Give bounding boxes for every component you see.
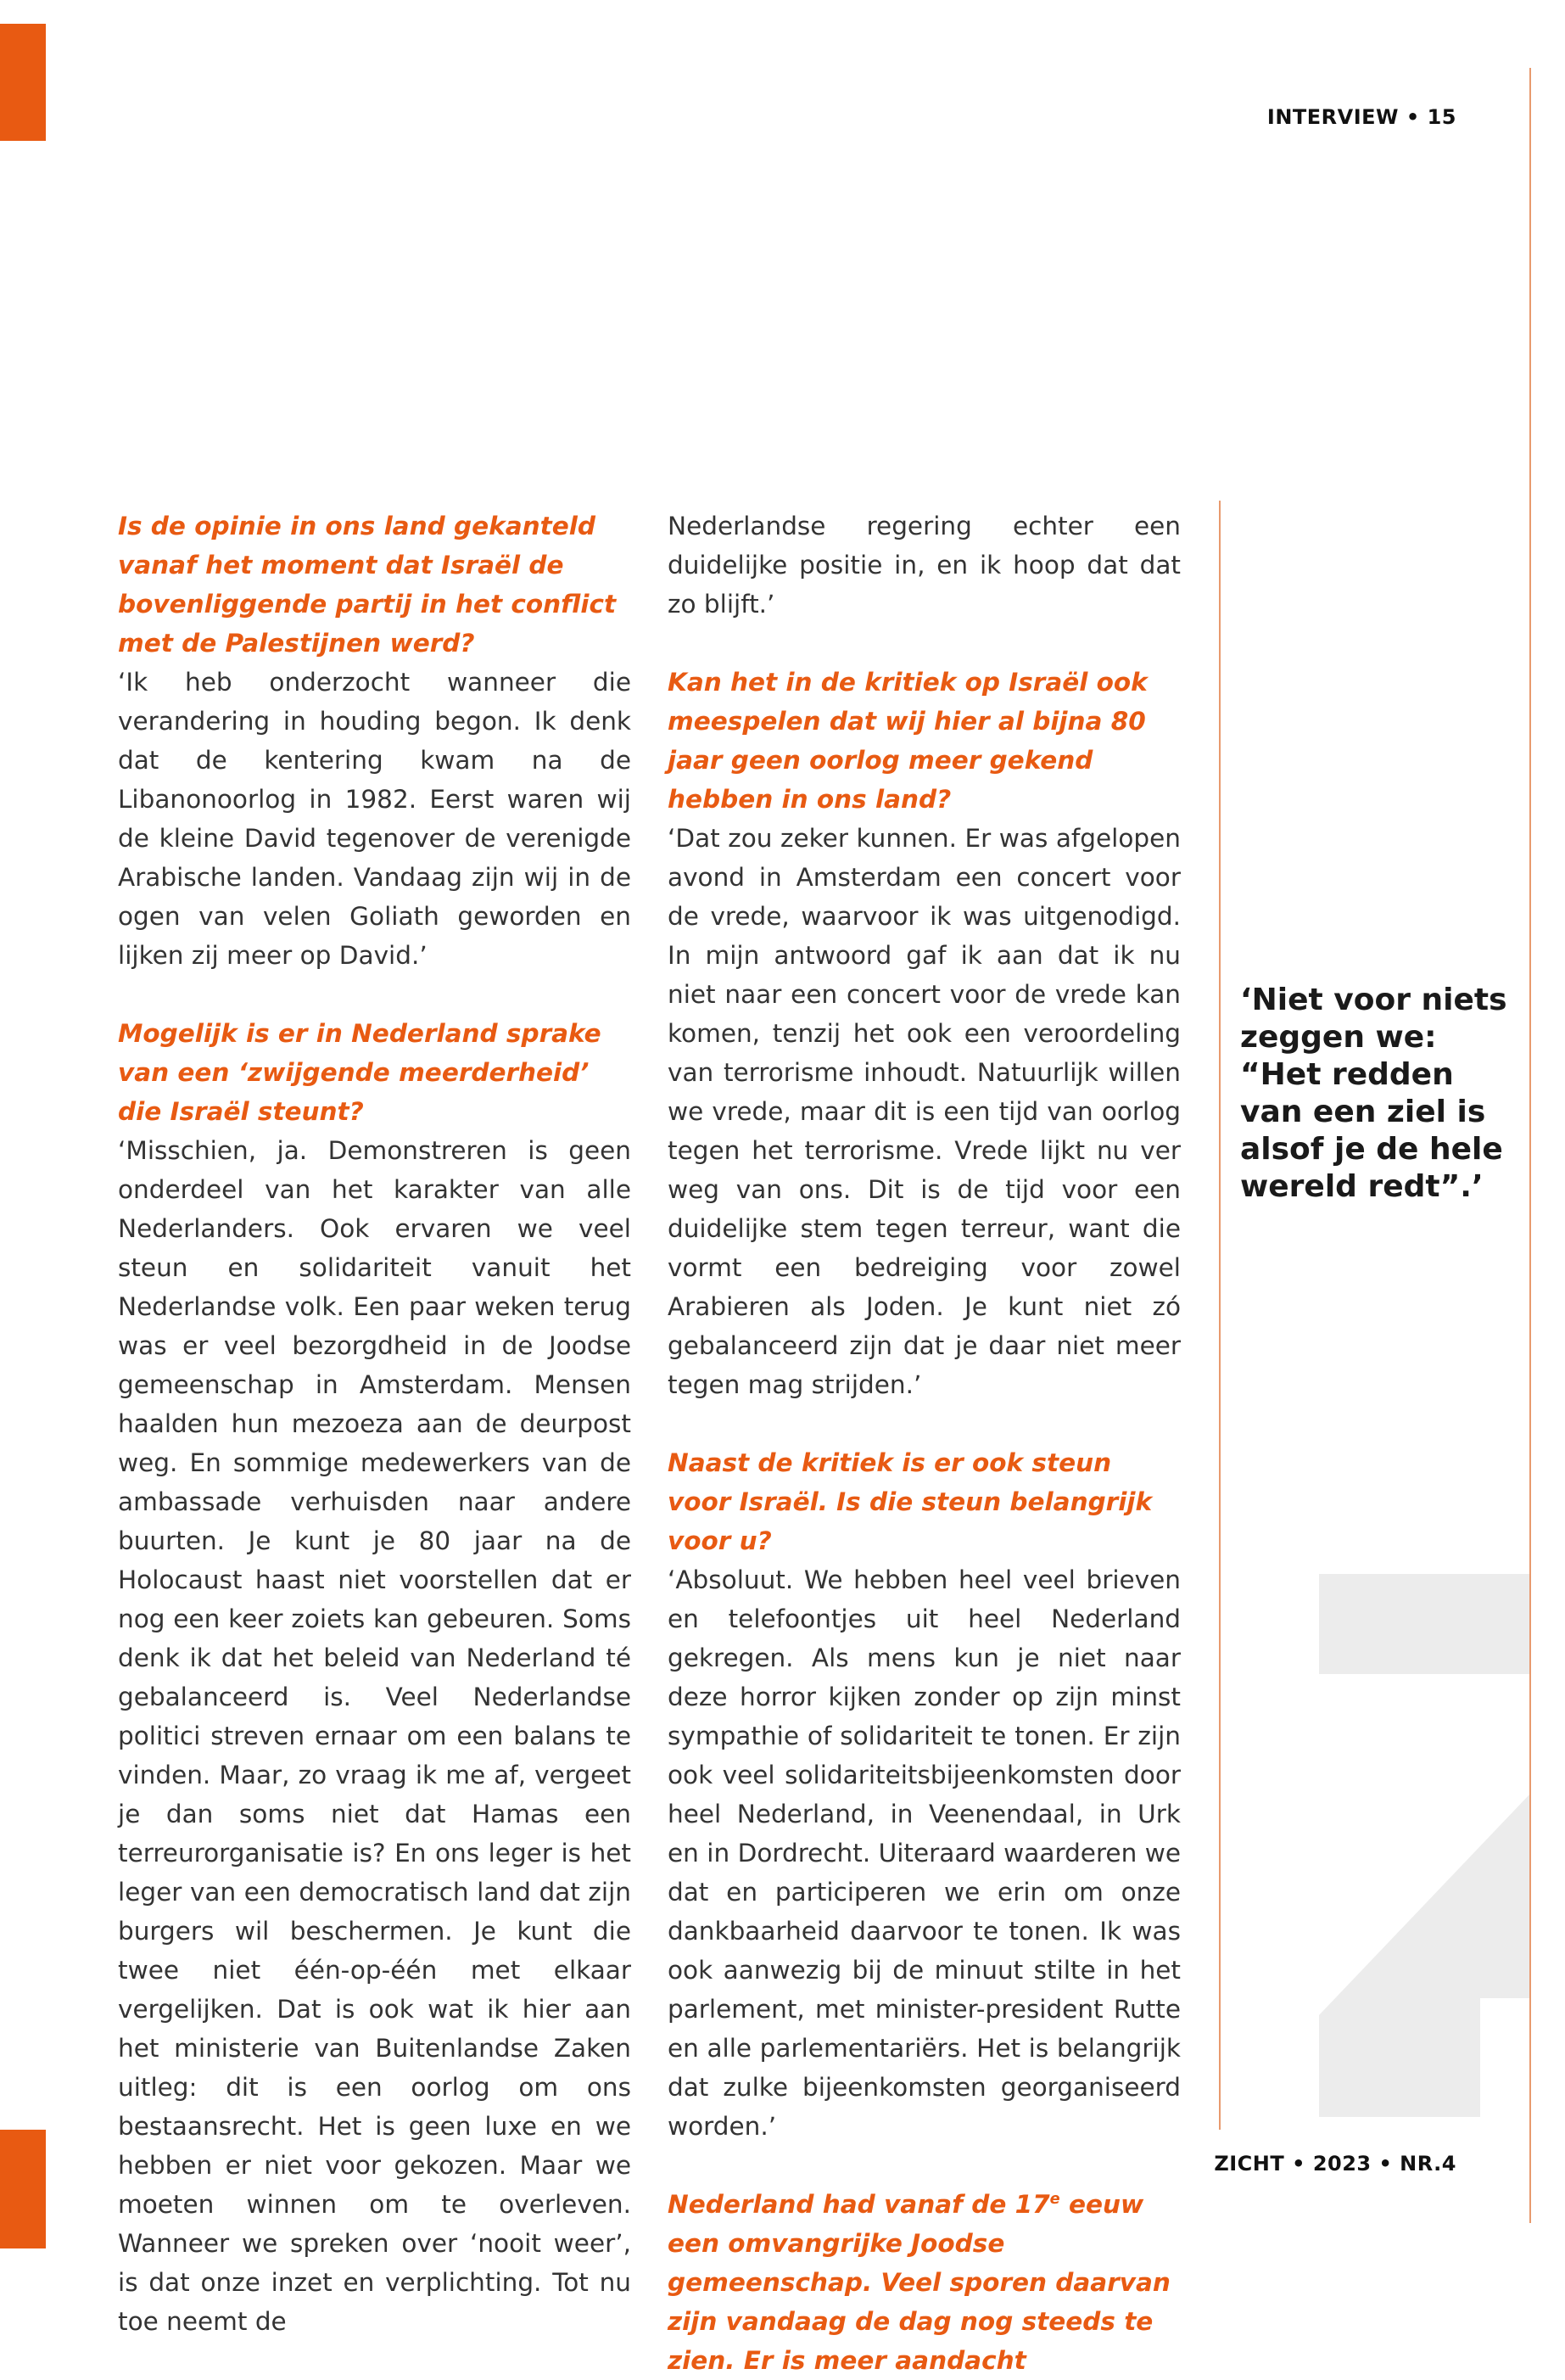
- middle-column: [668, 507, 1181, 2380]
- question-4: Naast de kritiek is er ook steun voor Israël. Is die steun belangrijk voor u?: [668, 1448, 1153, 1555]
- running-footer: [1214, 2152, 1456, 2176]
- answer-2-continued: Nederlandse regering echter een duidelijke positie in, en ik hoop dat dat zo blijft.’: [668, 512, 1181, 619]
- year: 2023: [1312, 2152, 1372, 2176]
- question-2: Mogelijk is er in Nederland sprake van een ‘zwijgende meerderheid’ die Israël steunt?: [118, 1019, 601, 1126]
- question-3: Kan het in de kritiek op Israël ook meespelen dat wij hier al bijna 80 jaar geen oorlog meer gekend hebben in ons land?: [668, 668, 1148, 814]
- accent-bar-top: [0, 24, 46, 141]
- question-1: Is de opinie in ons land gekanteld vanaf het moment dat Israël de bovenliggende partij in het conflict met de Palestijnen werd?: [118, 512, 617, 658]
- page-number: 15: [1427, 105, 1456, 129]
- accent-bar-bottom: [0, 2130, 46, 2248]
- magazine-name: ZICHT: [1214, 2152, 1285, 2176]
- answer-4: ‘Absoluut. We hebben heel veel brieven en telefoontjes uit heel Nederland gekregen. Als mens kun je niet naar deze horror kijken zonder op zijn minst sympathie of solidariteit te tonen. Er zijn ook veel solidariteitsbijeenkomsten door heel Nederland, in Veenendaal, in Urk en in Dordrecht. Uiteraard waarderen we dat en participeren we erin om onze dankbaarheid daarvoor te tonen. Ik was ook aanwezig bij de minuut stilte in het parlement, met minister-president Rutte en alle parlementariërs. Het is belangrijk dat zulke bijeenkomsten georganiseerd worden.’: [668, 1565, 1181, 2141]
- question-5: Nederland had vanaf de 17e eeuw een omvangrijke Joodse gemeenschap. Veel sporen daarvan zijn vandaag de dag nog steeds te zien. Er is meer aandacht: [668, 2190, 1171, 2375]
- answer-3: ‘Dat zou zeker kunnen. Er was afgelopen avond in Amsterdam een concert voor de vrede, waarvoor ik was uitgenodigd. In mijn antwoord gaf ik aan dat ik nu niet naar een concert voor de vrede kan komen, tenzij het ook een veroordeling van terrorisme inhoudt. Natuurlijk willen we vrede, maar dit is een tijd van oorlog tegen het terrorisme. Vrede lijkt nu ver weg van ons. Dit is de tijd voor een duidelijke stem tegen terreur, want die vormt een bedreiging voor zowel Arabieren als Joden. Je kunt niet zó gebalanceerd zijn dat je daar niet meer tegen mag strijden.’: [668, 824, 1181, 1399]
- section-label: INTERVIEW: [1266, 105, 1400, 129]
- answer-2: ‘Misschien, ja. Demonstreren is geen onderdeel van het karakter van alle Nederlanders. Ook ervaren we veel steun en solidariteit vanuit het Nederlandse volk. Een paar weken terug was er veel bezorgdheid in de Joodse gemeenschap in Amsterdam. Mensen haalden hun mezoeza aan de deurpost weg. En sommige medewerkers van de ambassade verhuisden naar andere buurten. Je kunt je 80 jaar na de Holocaust haast niet voorstellen dat er nog een keer zoiets kan gebeuren. Soms denk ik dat het beleid van Nederland té gebalanceerd is. Veel Nederlandse politici streven ernaar om een balans te vinden. Maar, zo vraag ik me af, vergeet je dan soms niet dat Hamas een terreurorganisatie is? En ons leger is het leger van een democratisch land dat zijn burgers wil beschermen. Je kunt die twee niet één-op-één met elkaar vergelijken. Dat is ook wat ik hier aan het ministerie van Buitenlandse Zaken uitleg: dit is een oorlog om ons bestaansrecht. Het is geen luxe en we hebben er niet voor gekozen. Maar we moeten winnen om te overleven. Wanneer we spreken over ‘nooit weer’, is dat onze inzet en verplichting. Tot nu toe neemt de: [118, 1136, 631, 2336]
- separator: •: [1406, 105, 1420, 129]
- column-rule: [1219, 501, 1221, 2130]
- deco-z-top-bar: [1319, 1574, 1529, 1674]
- answer-1: ‘Ik heb onderzocht wanneer die verandering in houding begon. Ik denk dat de kentering kwam na de Libanonoorlog in 1982. Eerst waren wij de kleine David tegenover de verenigde Arabische landen. Vandaag zijn wij in de ogen van velen Goliath geworden en lijken zij meer op David.’: [118, 668, 631, 970]
- left-column: [118, 507, 631, 2341]
- separator: •: [1378, 2152, 1393, 2176]
- decorative-z-logo: [1319, 1574, 1529, 2117]
- page-edge-rule: [1529, 68, 1531, 2223]
- issue-number: NR.4: [1400, 2152, 1456, 2176]
- pull-quote: ‘Niet voor niets zeggen we: “Het redden van een ziel is alsof je de hele wereld redt”.’: [1240, 983, 1507, 1204]
- separator: •: [1292, 2152, 1305, 2176]
- running-header: [1267, 105, 1456, 129]
